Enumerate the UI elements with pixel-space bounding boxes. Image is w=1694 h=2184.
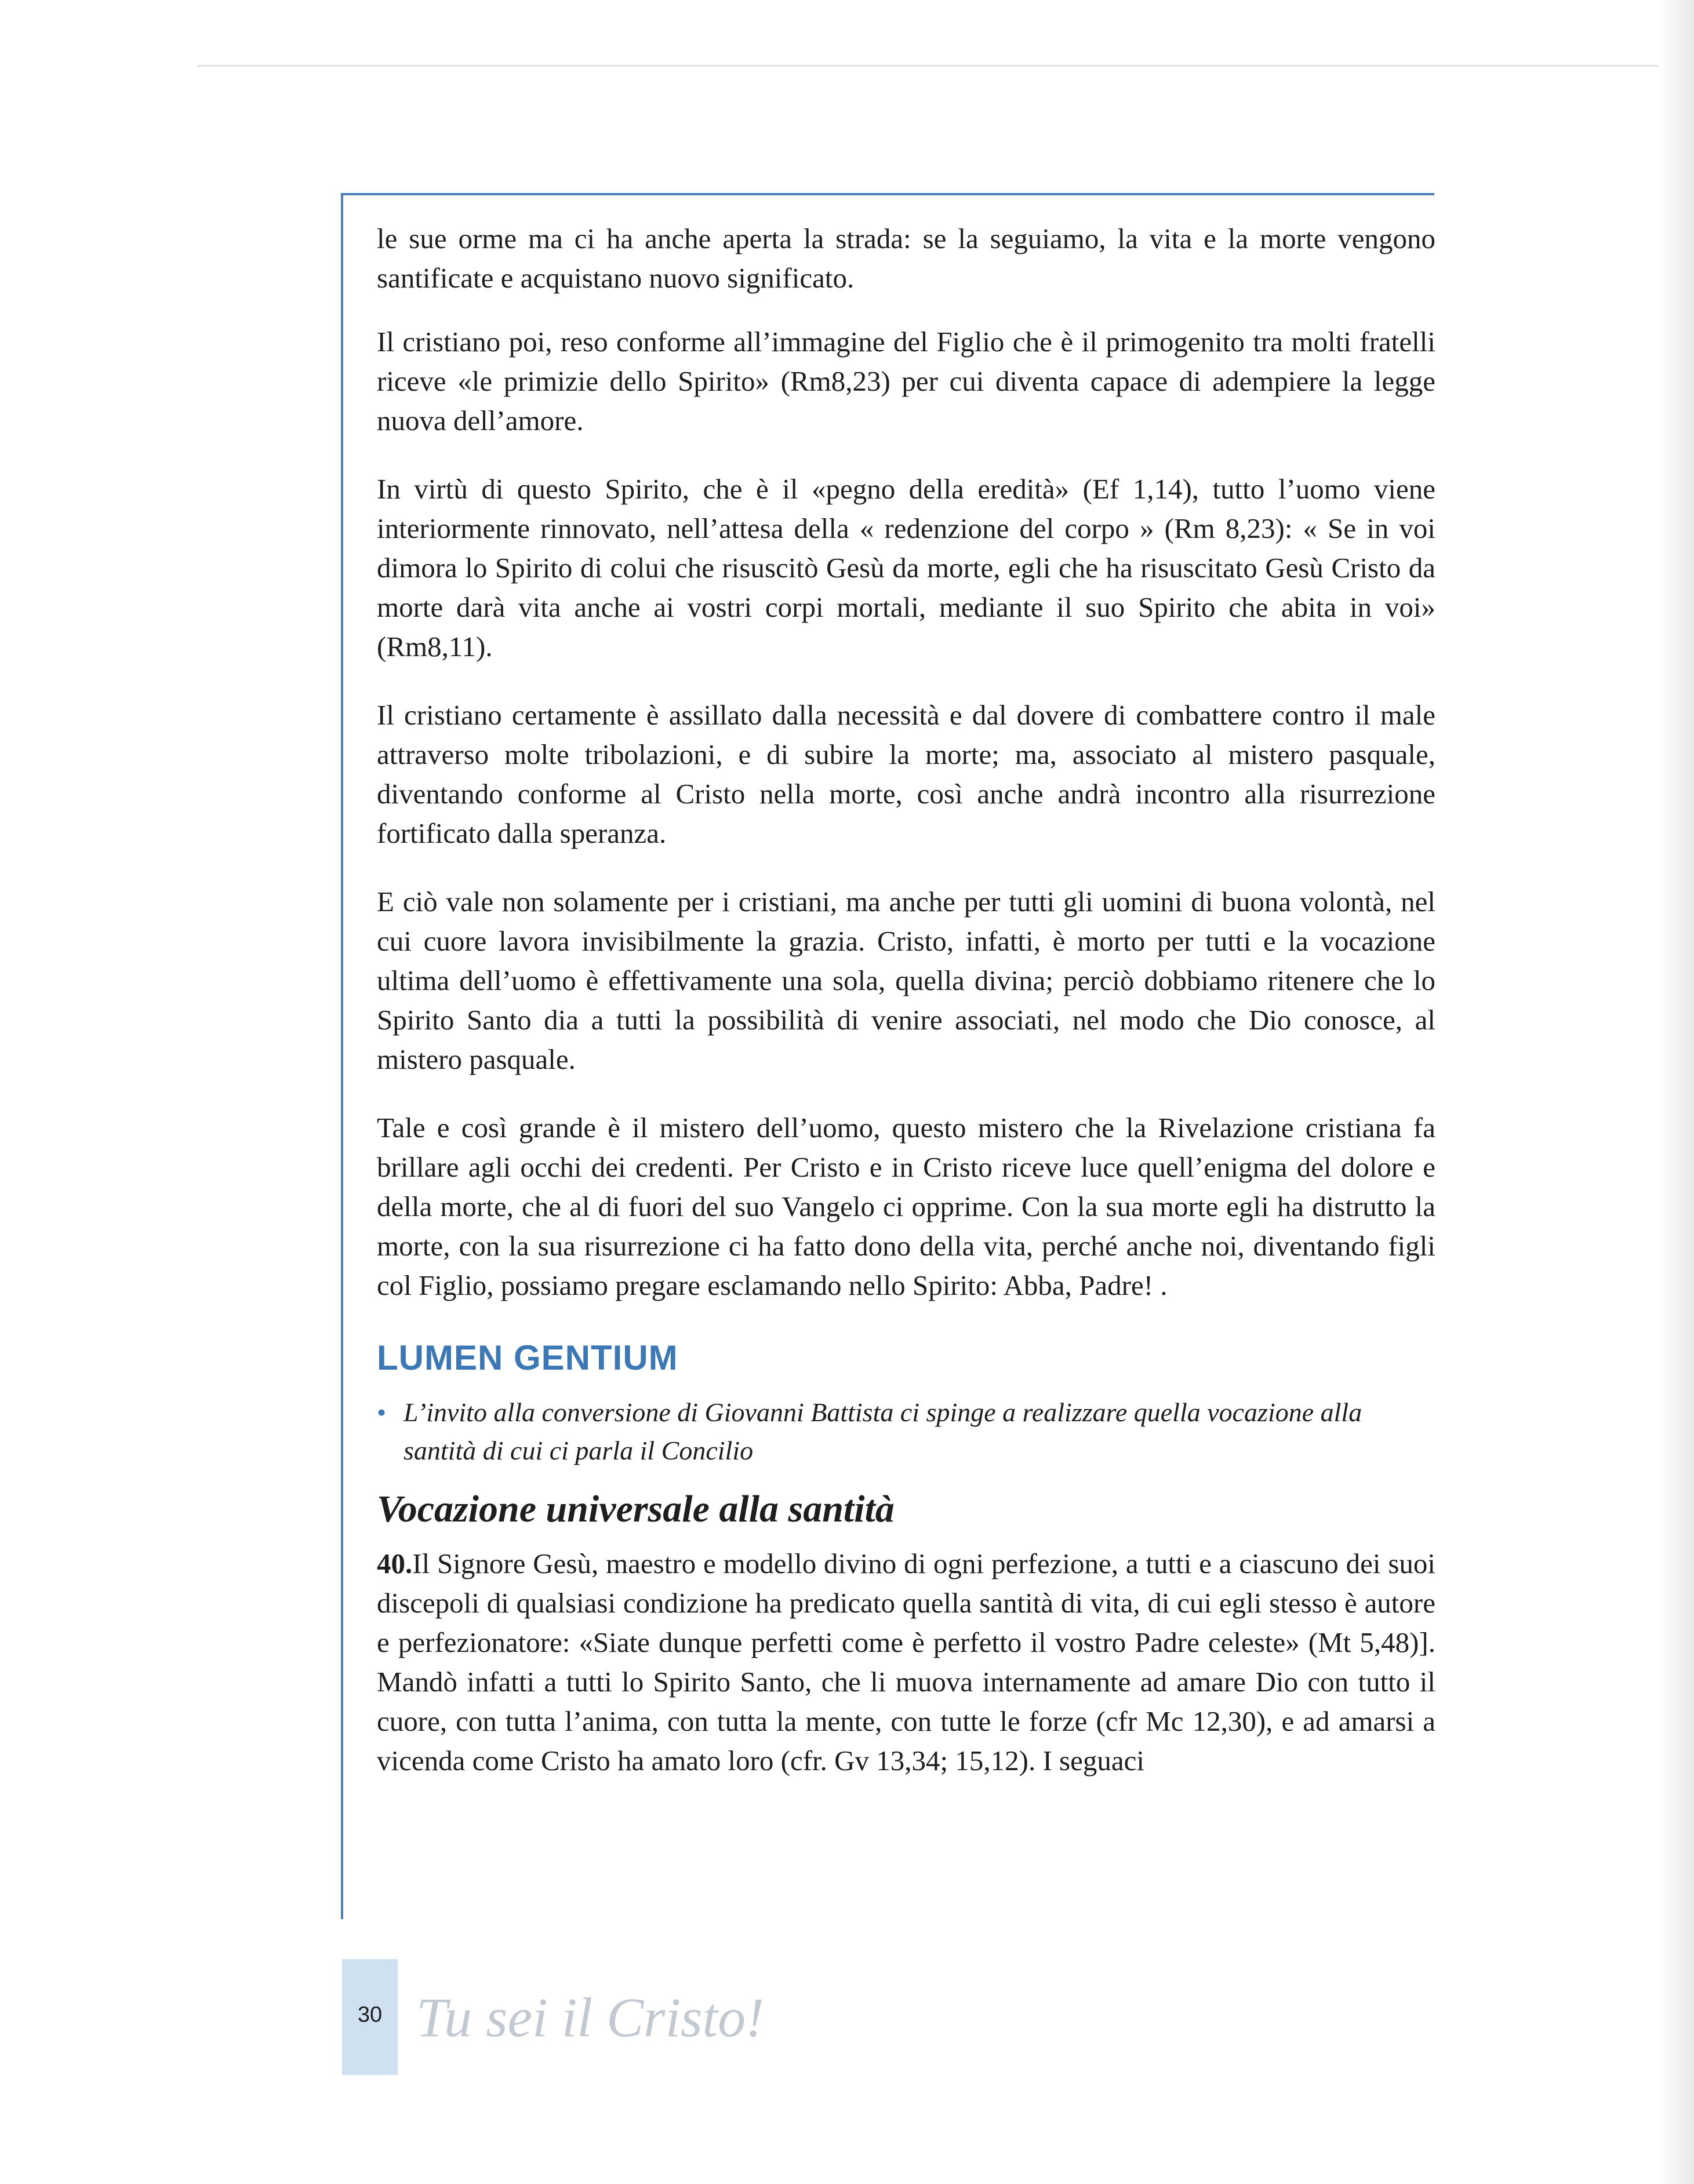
bullet-item [377, 1393, 1435, 1470]
subheading: Vocazione universale alla santità [377, 1488, 895, 1530]
paragraph: E ciò vale non solamente per i cristiani, ma anche per tutti gli uomini di buona volontà, nel cui cuore lavora invisibilmente la grazia. Cristo, infatti, è morto per tutti e la vocazione ultima dell’uomo è effettivamente una sola, quella divina; perciò dobbiamo ritenere che lo Spirito Santo dia a tutti la possibilità di venire associati, nel modo che Dio conosce, al mistero pasquale. [377, 886, 1435, 1075]
paragraph: Tale e così grande è il mistero dell’uomo, questo mistero che la Rivelazione cristiana fa brillare agli occhi dei credenti. Per Cristo e in Cristo riceve luce quell’enigma del dolore e della morte, che al di fuori del suo Vangelo ci opprime. Con la sua morte egli ha distrutto la morte, con la sua risurrezione ci ha fatto dono della vita, perché anche noi, diventando figli col Figlio, possiamo pregare esclamando nello Spirito: Abba, Padre! . [377, 1112, 1435, 1301]
section-heading: LUMEN GENTIUM [377, 1338, 678, 1377]
frame-rule-left [341, 193, 343, 1919]
bullet-dot-icon: • [377, 1397, 387, 1427]
scan-edge-top [197, 65, 1694, 67]
paragraph: Il cristiano certamente è assillato dalla necessità e dal dovere di combattere contro il male attraverso molte tribolazioni, e di subire la morte; ma, associato al mistero pasquale, diventando conforme al Cristo nella morte, così anche andrà incontro alla risurrezione fortificato dalla speranza. [377, 699, 1435, 849]
paragraph-number: 40. [377, 1548, 413, 1579]
frame-rule-top [341, 193, 1434, 195]
page-body [377, 219, 1435, 1810]
page-number: 30 [357, 2003, 383, 2027]
running-title: Tu sei il Cristo! [416, 1986, 765, 2048]
bullet-text: L’invito alla conversione di Giovanni Battista ci spinge a realizzare quella vocazione alla santità di cui ci parla il Concilio [403, 1397, 1362, 1465]
paragraph: le sue orme ma ci ha anche aperta la strada: se la seguiamo, la vita e la morte vengono santificate e acquistano nuovo significato. [377, 223, 1435, 294]
paragraph: Il cristiano poi, reso conforme all’immagine del Figlio che è il primogenito tra molti fratelli riceve «le primizie dello Spirito» (Rm8,23) per cui diventa capace di adempiere la legge nuova dell’amore. [377, 326, 1435, 436]
paragraph: In virtù di questo Spirito, che è il «pegno della eredità» (Ef 1,14), tutto l’uomo viene interiormente rinnovato, nell’attesa della « redenzione del corpo » (Rm 8,23): « Se in voi dimora lo Spirito di colui che risuscitò Gesù da morte, egli che ha risuscitato Gesù Cristo da morte darà vita anche ai vostri corpi mortali, mediante il suo Spirito che abita in voi» (Rm8,11). [377, 473, 1435, 663]
numbered-paragraph [377, 1544, 1435, 1781]
paragraph-text: Il Signore Gesù, maestro e modello divino di ogni perfezione, a tutti e a ciascuno dei suoi discepoli di qualsiasi condizione ha predicato quella santità di vita, di cui egli stesso è autore e perfezionatore: «Siate dunque perfetti come è perfetto il vostro Padre celeste» (Mt 5,48)]. Mandò infatti a tutti lo Spirito Santo, che li muova internamente ad amare Dio con tutto il cuore, con tutta l’anima, con tutta la mente, con tutte le forze (cfr Mc 12,30), e ad amarsi a vicenda come Cristo ha amato loro (cfr. Gv 13,34; 15,12). I seguaci [377, 1548, 1435, 1777]
scan-edge-right [1658, 0, 1694, 2184]
